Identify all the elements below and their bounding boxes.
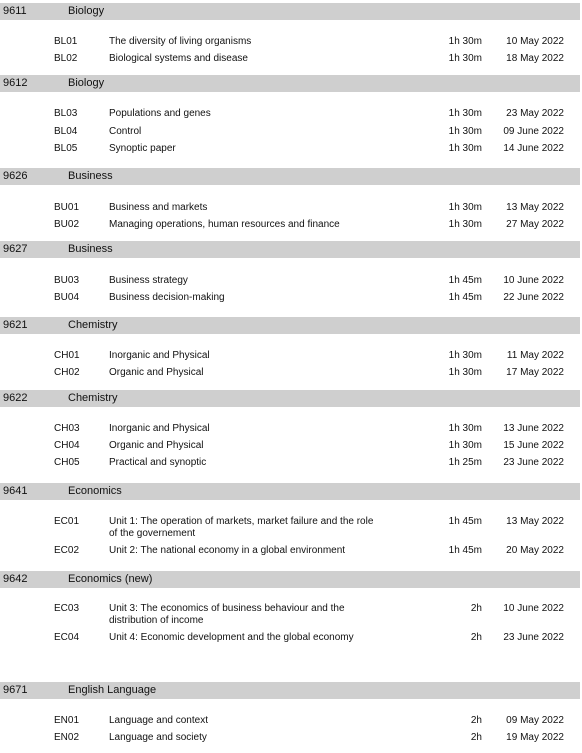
qualification-code: 9627 (3, 243, 28, 255)
unit-title: Language and society (109, 732, 207, 743)
unit-title: Inorganic and Physical (109, 423, 210, 434)
qualification-header (0, 75, 580, 92)
unit-title: Language and context (109, 715, 208, 726)
unit-code: CH01 (54, 350, 80, 361)
unit-date: 23 June 2022 (503, 632, 564, 643)
unit-date: 22 June 2022 (503, 292, 564, 303)
unit-code: BU03 (54, 275, 80, 286)
qualification-header (0, 241, 580, 258)
unit-title: Managing operations, human resources and finance (109, 219, 340, 230)
subject-name: Chemistry (68, 319, 118, 331)
unit-code: EN02 (54, 732, 80, 743)
unit-date: 19 May 2022 (506, 732, 564, 743)
unit-duration: 2h (470, 603, 482, 614)
qualification-header (0, 317, 580, 334)
subject-name: Economics (68, 485, 122, 497)
unit-code: EC03 (54, 603, 80, 614)
unit-date: 09 May 2022 (506, 715, 564, 726)
qualification-code: 9621 (3, 319, 28, 331)
unit-code: BU01 (54, 202, 80, 213)
unit-code: CH05 (54, 457, 80, 468)
unit-title: Inorganic and Physical (109, 350, 210, 361)
unit-duration: 1h 30m (448, 108, 482, 119)
qualification-code: 9642 (3, 573, 28, 585)
unit-duration: 1h 30m (448, 219, 482, 230)
unit-title: Organic and Physical (109, 440, 204, 451)
unit-title: Organic and Physical (109, 367, 204, 378)
qualification-code: 9671 (3, 684, 28, 696)
unit-title: Populations and genes (109, 108, 211, 119)
unit-duration: 1h 30m (448, 126, 482, 137)
unit-date: 13 June 2022 (503, 423, 564, 434)
subject-name: English Language (68, 684, 157, 696)
qualification-header (0, 390, 580, 407)
unit-duration: 2h (470, 732, 482, 743)
unit-title: Business decision-making (109, 292, 225, 303)
unit-title: Practical and synoptic (109, 457, 207, 468)
qualification-code: 9622 (3, 392, 28, 404)
unit-code: BL05 (54, 143, 78, 154)
subject-name: Biology (68, 77, 105, 89)
subject-name: Economics (new) (68, 573, 153, 585)
unit-code: BL01 (54, 36, 78, 47)
qualification-code: 9612 (3, 77, 28, 89)
unit-title: The diversity of living organisms (109, 36, 252, 47)
qualification-header (0, 483, 580, 500)
unit-duration: 1h 30m (448, 143, 482, 154)
unit-code: EN01 (54, 715, 80, 726)
unit-code: BU02 (54, 219, 80, 230)
qualification-header (0, 682, 580, 699)
unit-code: CH02 (54, 367, 80, 378)
qualification-header (0, 571, 580, 588)
unit-title: Biological systems and disease (109, 53, 248, 64)
unit-title: Business strategy (109, 275, 188, 286)
unit-duration: 1h 45m (448, 275, 482, 286)
unit-code: EC01 (54, 516, 80, 527)
unit-code: EC02 (54, 545, 80, 556)
unit-date: 15 June 2022 (503, 440, 564, 451)
unit-duration: 1h 30m (448, 423, 482, 434)
unit-title: Synoptic paper (109, 143, 176, 154)
unit-duration: 1h 30m (448, 36, 482, 47)
unit-date: 10 June 2022 (503, 603, 564, 614)
unit-code: BL02 (54, 53, 78, 64)
unit-title: Unit 2: The national economy in a global environment (109, 545, 346, 556)
unit-duration: 2h (470, 715, 482, 726)
unit-code: BU04 (54, 292, 80, 303)
unit-date: 17 May 2022 (506, 367, 564, 378)
unit-duration: 1h 45m (448, 516, 482, 527)
unit-duration: 1h 25m (448, 457, 482, 468)
unit-code: CH03 (54, 423, 80, 434)
unit-duration: 1h 45m (448, 292, 482, 303)
unit-date: 23 June 2022 (503, 457, 564, 468)
unit-title: Unit 4: Economic development and the global economy (109, 632, 354, 643)
unit-title: Unit 1: The operation of markets, market failure and the role of the governement (109, 516, 374, 539)
unit-code: CH04 (54, 440, 80, 451)
unit-code: BL03 (54, 108, 78, 119)
unit-title: Unit 3: The economics of business behaviour and the distribution of income (109, 603, 345, 626)
subject-name: Business (68, 243, 113, 255)
unit-date: 09 June 2022 (503, 126, 564, 137)
unit-duration: 1h 30m (448, 440, 482, 451)
unit-date: 10 May 2022 (506, 36, 564, 47)
unit-duration: 1h 30m (448, 367, 482, 378)
unit-date: 11 May 2022 (506, 350, 564, 361)
unit-title: Business and markets (109, 202, 208, 213)
unit-date: 10 June 2022 (503, 275, 564, 286)
unit-date: 18 May 2022 (506, 53, 564, 64)
unit-code: BL04 (54, 126, 78, 137)
qualification-code: 9641 (3, 485, 28, 497)
unit-date: 23 May 2022 (506, 108, 564, 119)
unit-duration: 1h 45m (448, 545, 482, 556)
unit-duration: 1h 30m (448, 202, 482, 213)
unit-title: Control (109, 126, 142, 137)
qualification-header (0, 3, 580, 20)
qualification-header (0, 168, 580, 185)
unit-date: 13 May 2022 (506, 202, 564, 213)
unit-duration: 1h 30m (448, 53, 482, 64)
unit-code: EC04 (54, 632, 80, 643)
unit-date: 20 May 2022 (506, 545, 564, 556)
unit-date: 14 June 2022 (503, 143, 564, 154)
unit-duration: 2h (470, 632, 482, 643)
unit-date: 27 May 2022 (506, 219, 564, 230)
subject-name: Chemistry (68, 392, 118, 404)
subject-name: Business (68, 170, 113, 182)
unit-duration: 1h 30m (448, 350, 482, 361)
qualification-code: 9611 (3, 5, 27, 17)
subject-name: Biology (68, 5, 105, 17)
unit-date: 13 May 2022 (506, 516, 564, 527)
qualification-code: 9626 (3, 170, 28, 182)
